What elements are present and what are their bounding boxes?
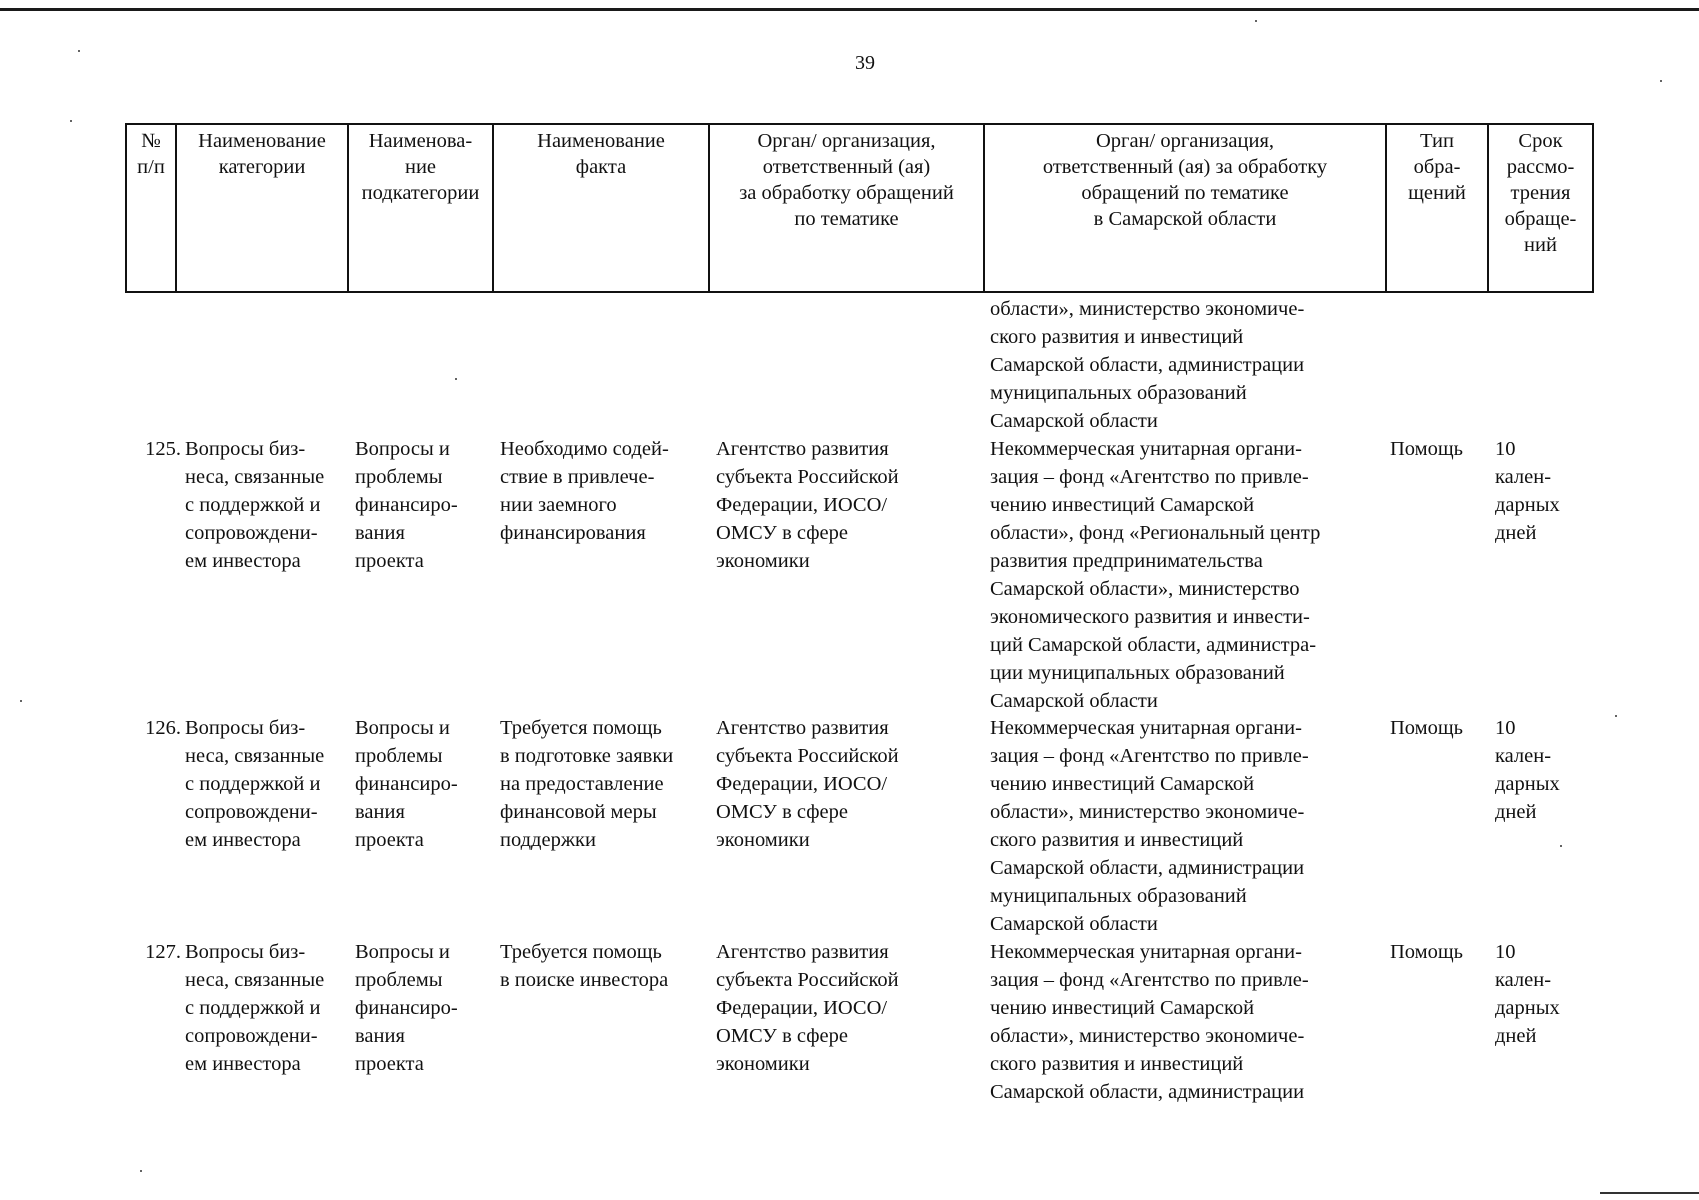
scan-speck (1255, 20, 1257, 22)
term-cell: 10 кален- дарных дней (1495, 941, 1560, 1047)
category-cell: Вопросы биз- неса, связанные с поддержкой и сопровождени- ем инвестора (185, 941, 325, 1075)
samara-org-cell: области», министерство экономиче- ского развития и инвестиций Самарской области, администрации муниципальных образований Самарской области (990, 298, 1305, 432)
category-cell: Вопросы биз- неса, связанные с поддержкой и сопровождени- ем инвестора (185, 717, 325, 851)
scan-speck (20, 700, 22, 702)
header-cell-category: Наименование категории (176, 124, 348, 292)
row-number: 126. (145, 717, 181, 739)
org-cell: Агентство развития субъекта Российской Федерации, ИОСО/ ОМСУ в сфере экономики (716, 941, 899, 1075)
org-cell: Агентство развития субъекта Российской Федерации, ИОСО/ ОМСУ в сфере экономики (716, 438, 899, 572)
header-cell-samara-org: Орган/ организация, ответственный (ая) за обработку обращений по тематике в Самарской области (984, 124, 1386, 292)
scan-speck (1660, 80, 1662, 82)
samara-org-cell: Некоммерческая унитарная органи- зация – фонд «Агентство по привле- чению инвестиций Самарской области», министерство экономиче- ского развития и инвестиций Самарской области, администрации (990, 941, 1309, 1103)
scan-speck (78, 50, 80, 52)
samara-org-cell: Некоммерческая унитарная органи- зация – фонд «Агентство по привле- чению инвестиций Самарской области», фонд «Региональный центр развития предпринимательства Самарской области», министерство экономического развития и инвести- ций Самарской области, администра- ции муниципальных образований Самарской области (990, 438, 1321, 712)
header-cell-type: Тип обра- щений (1386, 124, 1488, 292)
header-cell-org: Орган/ организация, ответственный (ая) за обработку обращений по тематике (709, 124, 984, 292)
fact-cell: Требуется помощь в поиске инвестора (500, 941, 669, 991)
page-number: 39 (855, 52, 875, 74)
header-table (125, 123, 1594, 293)
row-number: 127. (145, 941, 181, 963)
header-cell-fact: Наименование факта (493, 124, 709, 292)
type-cell: Помощь (1390, 941, 1464, 963)
term-cell: 10 кален- дарных дней (1495, 717, 1560, 823)
scan-border-line (0, 8, 1699, 11)
fact-cell: Необходимо содей- ствие в привлече- нии заемного финансирования (500, 438, 669, 544)
header-cell-subcategory: Наименова- ние подкатегории (348, 124, 493, 292)
scan-border-line (1600, 1192, 1699, 1194)
org-cell: Агентство развития субъекта Российской Федерации, ИОСО/ ОМСУ в сфере экономики (716, 717, 899, 851)
header-row (126, 124, 1593, 292)
row-number: 125. (145, 438, 181, 460)
subcategory-cell: Вопросы и проблемы финансиро- вания проекта (355, 941, 458, 1075)
scan-speck (455, 378, 457, 380)
category-cell: Вопросы биз- неса, связанные с поддержкой и сопровождени- ем инвестора (185, 438, 325, 572)
type-cell: Помощь (1390, 438, 1464, 460)
term-cell: 10 кален- дарных дней (1495, 438, 1560, 544)
subcategory-cell: Вопросы и проблемы финансиро- вания проекта (355, 717, 458, 851)
scan-speck (70, 120, 72, 122)
scan-speck (140, 1170, 142, 1172)
header-cell-number: № п/п (126, 124, 176, 292)
scan-speck (1560, 845, 1562, 847)
subcategory-cell: Вопросы и проблемы финансиро- вания проекта (355, 438, 458, 572)
fact-cell: Требуется помощь в подготовке заявки на предоставление финансовой меры поддержки (500, 717, 674, 851)
scan-speck (1615, 715, 1617, 717)
samara-org-cell: Некоммерческая унитарная органи- зация – фонд «Агентство по привле- чению инвестиций Самарской области», министерство экономиче- ского развития и инвестиций Самарской области, администрации муниципальных образований Самарской области (990, 717, 1309, 935)
header-cell-term: Срок рассмо- трения обраще- ний (1488, 124, 1593, 292)
type-cell: Помощь (1390, 717, 1464, 739)
